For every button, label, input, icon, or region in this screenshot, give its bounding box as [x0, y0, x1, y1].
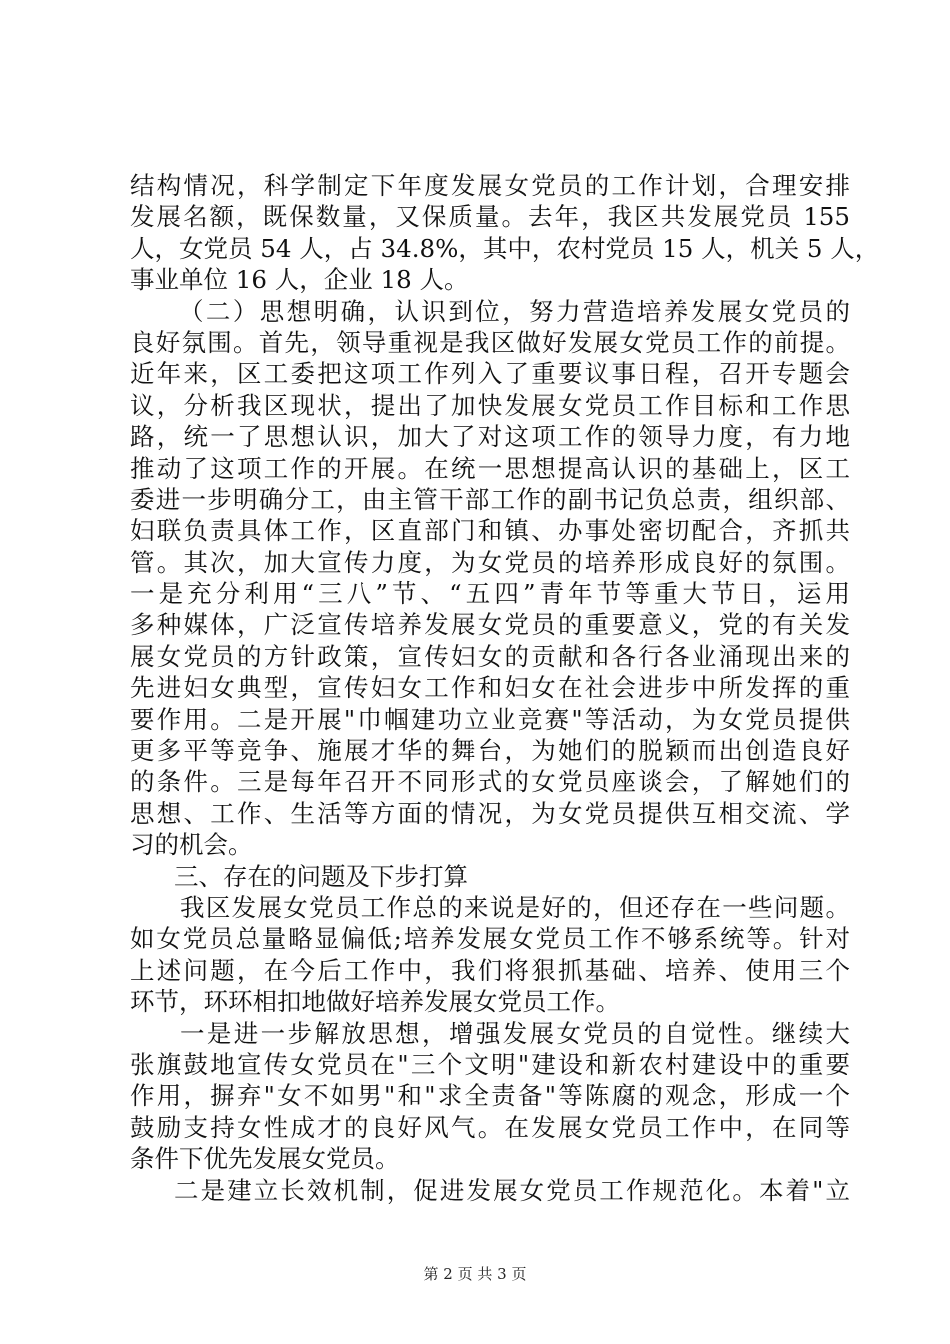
text-line: 思想、工作、生活等方面的情况，为女党员提供互相交流、学 [130, 798, 850, 828]
text-line: 良好氛围。首先，领导重视是我区做好发展女党员工作的前提。 [130, 327, 850, 357]
document-body [130, 170, 880, 1206]
text-line: 近年来，区工委把这项工作列入了重要议事日程，召开专题会 [130, 359, 850, 389]
text-line: 习的机会。 [130, 830, 253, 860]
text-line: 多种媒体，广泛宣传培养发展女党员的重要意义，党的有关发 [130, 610, 850, 640]
text-line: 结构情况，科学制定下年度发展女党员的工作计划，合理安排 [130, 171, 850, 200]
text-line: 妇联负责具体工作，区直部门和镇、办事处密切配合，齐抓共 [130, 516, 850, 546]
text-line: 鼓励支持女性成才的良好风气。在发展女党员工作中，在同等 [130, 1112, 850, 1142]
text-line: 环节，环环相扣地做好培养发展女党员工作。 [130, 987, 620, 1017]
text-line: 展女党员的方针政策，宣传妇女的贡献和各行各业涌现出来的 [130, 641, 850, 671]
text-line: 更多平等竞争、施展才华的舞台，为她们的脱颖而出创造良好 [130, 736, 850, 766]
section-heading: 三、存在的问题及下步打算 [174, 861, 468, 891]
text-line: 管。其次，加大宣传力度，为女党员的培养形成良好的氛围。 [130, 547, 850, 577]
page-number-footer: 第 2 页 共 3 页 [423, 1265, 527, 1283]
text-line: 委进一步明确分工，由主管干部工作的副书记负总责，组织部、 [130, 484, 850, 514]
text-line: （二）思想明确，认识到位，努力营造培养发展女党员的 [179, 296, 850, 326]
text-line: 条件下优先发展女党员。 [130, 1144, 400, 1174]
text-line: 事业单位 16 人，企业 18 人。 [130, 265, 469, 295]
text-line: 上述问题，在今后工作中，我们将狠抓基础、培养、使用三个 [130, 955, 850, 985]
text-line: 二是建立长效机制，促进发展女党员工作规范化。本着"立 [174, 1175, 850, 1205]
text-line: 一是充分利用“三八”节、“五四”青年节等重大节日，运用 [130, 579, 850, 609]
text-line: 人，女党员 54 人，占 34.8%，其中，农村党员 15 人，机关 5 人， [130, 233, 880, 263]
text-line: 张旗鼓地宣传女党员在"三个文明"建设和新农村建设中的重要 [130, 1049, 850, 1079]
text-line: 发展名额，既保数量，又保质量。去年，我区共发展党员 155 [130, 202, 850, 232]
text-line: 我区发展女党员工作总的来说是好的，但还存在一些问题。 [180, 892, 850, 922]
text-line: 先进妇女典型，宣传妇女工作和妇女在社会进步中所发挥的重 [130, 673, 850, 703]
text-line: 推动了这项工作的开展。在统一思想提高认识的基础上，区工 [130, 453, 850, 483]
text-line: 作用，摒弃"女不如男"和"求全责备"等陈腐的观念，形成一个 [130, 1081, 850, 1111]
text-line: 的条件。三是每年召开不同形式的女党员座谈会，了解她们的 [130, 767, 850, 797]
text-line: 要作用。二是开展"巾帼建功立业竞赛"等活动，为女党员提供 [130, 704, 850, 734]
text-line: 一是进一步解放思想，增强发展女党员的自觉性。继续大 [180, 1018, 850, 1048]
text-line: 议，分析我区现状，提出了加快发展女党员工作目标和工作思 [130, 390, 850, 420]
text-line: 如女党员总量略显偏低;培养发展女党员工作不够系统等。针对 [130, 924, 850, 954]
text-line: 路，统一了思想认识，加大了对这项工作的领导力度，有力地 [130, 422, 850, 452]
